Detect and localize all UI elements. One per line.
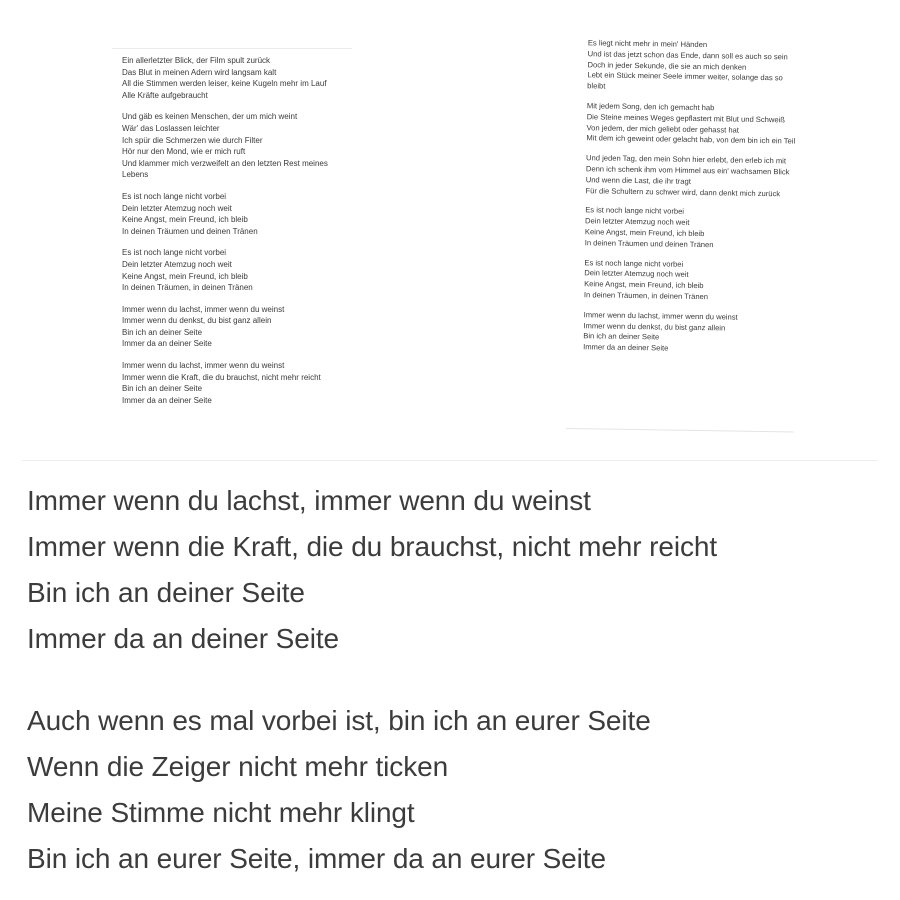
lyric-line: Wär' das Loslassen leichter: [122, 123, 220, 133]
stanza: [27, 698, 887, 882]
lyric-line: Es ist noch lange nicht vorbei: [122, 248, 227, 258]
lyric-line: Bin ich an deiner Seite: [583, 331, 660, 342]
stanza: [122, 304, 352, 350]
lyric-line: Immer wenn du denkst, du bist ganz allein: [583, 320, 726, 332]
lyric-line: Immer da an deiner Seite: [122, 339, 212, 349]
lyric-line: Dein letzter Atemzug noch weit: [122, 259, 232, 269]
stanza: [122, 191, 352, 237]
lyrics-text-left: [112, 49, 352, 406]
large-lyrics-text: [27, 478, 887, 900]
lyric-line: Dein letzter Atemzug noch weit: [585, 216, 690, 228]
divider: [22, 460, 878, 461]
stanza: [122, 360, 352, 406]
lyric-line: Und wenn die Last, die ihr tragt: [585, 174, 691, 186]
lyric-line: Immer wenn du lachst, immer wenn du weinst: [122, 361, 285, 371]
lyric-line: Hör nur den Mond, wie er mich ruft: [122, 147, 246, 157]
stanza: [585, 206, 798, 253]
lyric-line: Bin ich an eurer Seite, immer da an eurer Seite: [27, 843, 606, 874]
lyric-line: Immer wenn du lachst, immer wenn du weinst: [583, 309, 738, 322]
lyric-line: Keine Angst, mein Freund, ich bleib: [584, 279, 704, 291]
stanza: [122, 111, 352, 181]
lyric-line: Und gäb es keinen Menschen, der um mich weint: [122, 112, 298, 122]
lyric-line: Bin ich an deiner Seite: [122, 327, 203, 337]
lyric-line: In deinen Träumen, in deinen Tränen: [122, 283, 253, 293]
lyric-line: Und jeden Tag, den mein Sohn hier erlebt, den erleb ich mit: [586, 153, 787, 166]
lyric-line: Lebt ein Stück meiner Seele immer weiter, solange das so bleibt: [587, 70, 783, 91]
lyric-line: Keine Angst, mein Freund, ich bleib: [122, 271, 248, 281]
lyric-line: Alle Kräfte aufgebraucht: [122, 90, 208, 100]
stanza: [583, 310, 796, 357]
lyric-line: Es ist noch lange nicht vorbei: [585, 205, 685, 217]
lyric-line: Von jedem, der mich geliebt oder gehasst hat: [586, 122, 740, 135]
lyric-line: Es ist noch lange nicht vorbei: [122, 191, 227, 201]
stanza: [122, 247, 352, 293]
lyric-line: Denn ich schenk ihm vom Himmel aus ein' wachsamen Blick: [585, 164, 790, 177]
lyric-line: Immer wenn die Kraft, die du brauchst, nicht mehr reicht: [27, 531, 718, 562]
lyric-line: Es ist noch lange nicht vorbei: [584, 257, 684, 269]
lyric-line: Immer wenn die Kraft, die du brauchst, nicht mehr reicht: [122, 372, 321, 382]
lyric-line: Ein allerletzter Blick, der Film spult zurück: [122, 56, 271, 65]
lyric-line: Immer wenn du denkst, du bist ganz allein: [122, 316, 272, 326]
stanza: [584, 258, 797, 305]
lyric-line: Und klammer mich verzweifelt an den letzten Rest meines Lebens: [122, 158, 328, 180]
lyric-line: Immer da an deiner Seite: [583, 342, 669, 353]
lyric-line: Bin ich an deiner Seite: [122, 384, 203, 394]
lyric-line: Für die Schultern zu schwer wird, dann denkt mich zurück: [585, 185, 781, 198]
lyric-line: Immer da an deiner Seite: [27, 623, 339, 654]
stanza: [27, 478, 887, 662]
lyric-line: Immer wenn du lachst, immer wenn du weinst: [122, 304, 285, 314]
lyrics-text-right: [567, 36, 800, 356]
lyric-line: Dein letzter Atemzug noch weit: [584, 268, 689, 280]
lyric-line: Auch wenn es mal vorbei ist, bin ich an eurer Seite: [27, 705, 651, 736]
lyric-line: Doch in jeder Sekunde, die sie an mich denken: [587, 59, 747, 72]
lyric-line: Dein letzter Atemzug noch weit: [122, 203, 232, 213]
lyrics-screenshot-right: [566, 36, 800, 433]
lyric-line: Mit jedem Song, den ich gemacht hab: [586, 101, 715, 113]
lyric-line: Das Blut in meinen Adern wird langsam kalt: [122, 67, 277, 77]
lyric-line: Mit dem ich geweint oder gelacht hab, von dem bin ich ein Teil: [586, 133, 796, 146]
lyric-line: Bin ich an deiner Seite: [27, 577, 305, 608]
lyric-line: Es liegt nicht mehr in mein' Händen: [587, 38, 708, 50]
lyric-line: Immer wenn du lachst, immer wenn du weinst: [27, 485, 591, 516]
lyric-line: Keine Angst, mein Freund, ich bleib: [122, 215, 248, 225]
lyric-line: Ich spür die Schmerzen wie durch Filter: [122, 135, 263, 145]
lyric-line: Die Steine meines Weges gepflastert mit Blut und Schweiß: [586, 112, 786, 125]
lyric-line: Immer da an deiner Seite: [122, 395, 212, 405]
lyric-line: Keine Angst, mein Freund, ich bleib: [584, 227, 705, 239]
stanza: [585, 153, 798, 200]
lyrics-screenshot-left: [112, 48, 352, 425]
lyric-line: All die Stimmen werden leiser, keine Kugeln mehr im Lauf: [122, 79, 327, 89]
stanza: [122, 55, 352, 101]
lyric-line: Und ist das jetzt schon das Ende, dann soll es auch so sein: [587, 49, 788, 62]
lyric-line: Meine Stimme nicht mehr klingt: [27, 797, 415, 828]
lyric-line: Wenn die Zeiger nicht mehr ticken: [27, 751, 449, 782]
lyric-line: In deinen Träumen und deinen Tränen: [122, 226, 258, 236]
stanza: [587, 38, 800, 95]
stanza: [586, 101, 799, 148]
lyric-line: In deinen Träumen und deinen Tränen: [584, 237, 714, 249]
lyric-line: In deinen Träumen, in deinen Tränen: [583, 290, 709, 302]
